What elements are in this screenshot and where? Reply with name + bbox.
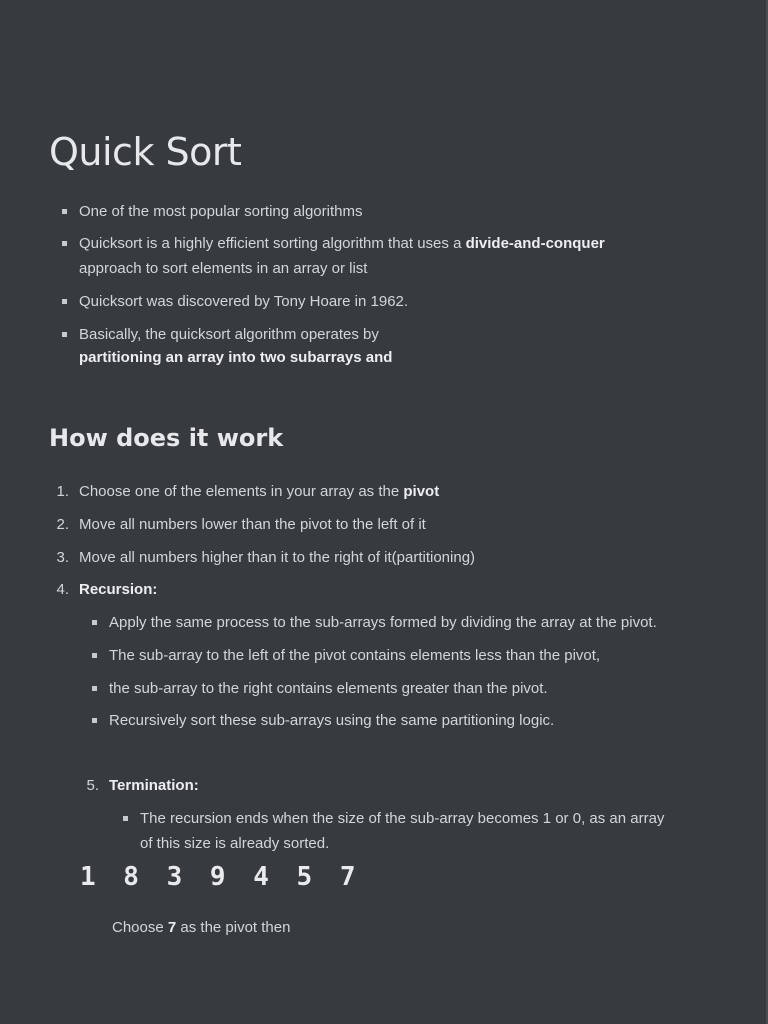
bullet-marker (62, 209, 67, 214)
intro-bullet-2-bold: divide-and-conquer (465, 235, 605, 252)
pivot-choice-post: as the pivot then (176, 919, 291, 936)
step-number: 3. (56, 549, 69, 566)
recursion-bullet-3: the sub-array to the right contains elements greater than the pivot. (109, 680, 548, 697)
bullet-marker (92, 653, 97, 658)
step-1-bold: pivot (403, 483, 440, 500)
step-number: 5. (86, 777, 99, 794)
pivot-value: 7 (167, 919, 177, 936)
bullet-marker (92, 718, 97, 723)
step-5-heading: Termination: (109, 777, 199, 794)
intro-bullet-2-continuation: approach to sort elements in an array or list (79, 260, 368, 277)
intro-bullet-4: Basically, the quicksort algorithm operates by (79, 326, 379, 343)
step-1-text: Choose one of the elements in your array as the (79, 483, 404, 500)
example-array: 1 8 3 9 4 5 7 (80, 862, 362, 892)
intro-bullet-1: One of the most popular sorting algorithms (79, 203, 363, 220)
pivot-choice-pre: Choose (112, 919, 168, 936)
bullet-marker (123, 816, 128, 821)
step-1 (79, 482, 439, 502)
termination-bullet-line-2: of this size is already sorted. (140, 835, 330, 852)
intro-bullet-2-text: Quicksort is a highly efficient sorting algorithm that uses a (79, 235, 466, 252)
section-heading: How does it work (49, 424, 284, 452)
bullet-marker (62, 299, 67, 304)
intro-bullet-3: Quicksort was discovered by Tony Hoare in 1962. (79, 293, 409, 310)
termination-bullet-line-1: The recursion ends when the size of the sub-array becomes 1 or 0, as an array (140, 810, 665, 827)
recursion-bullet-1: Apply the same process to the sub-arrays formed by dividing the array at the pivot. (109, 614, 657, 631)
bullet-marker (62, 241, 67, 246)
recursion-bullet-2: The sub-array to the left of the pivot contains elements less than the pivot, (109, 647, 601, 664)
pivot-choice-text (112, 918, 290, 938)
intro-bullet-2 (79, 234, 605, 254)
page-title: Quick Sort (49, 130, 242, 174)
step-2: Move all numbers lower than the pivot to the left of it (79, 516, 426, 533)
recursion-bullet-4: Recursively sort these sub-arrays using the same partitioning logic. (109, 712, 555, 729)
bullet-marker (62, 332, 67, 337)
bullet-marker (92, 686, 97, 691)
step-number: 4. (56, 581, 69, 598)
step-number: 2. (56, 516, 69, 533)
intro-bullet-4-bold: partitioning an array into two subarrays and (79, 349, 393, 366)
step-4-heading: Recursion: (79, 581, 158, 598)
step-number: 1. (56, 483, 69, 500)
step-3: Move all numbers higher than it to the right of it(partitioning) (79, 549, 476, 566)
bullet-marker (92, 620, 97, 625)
